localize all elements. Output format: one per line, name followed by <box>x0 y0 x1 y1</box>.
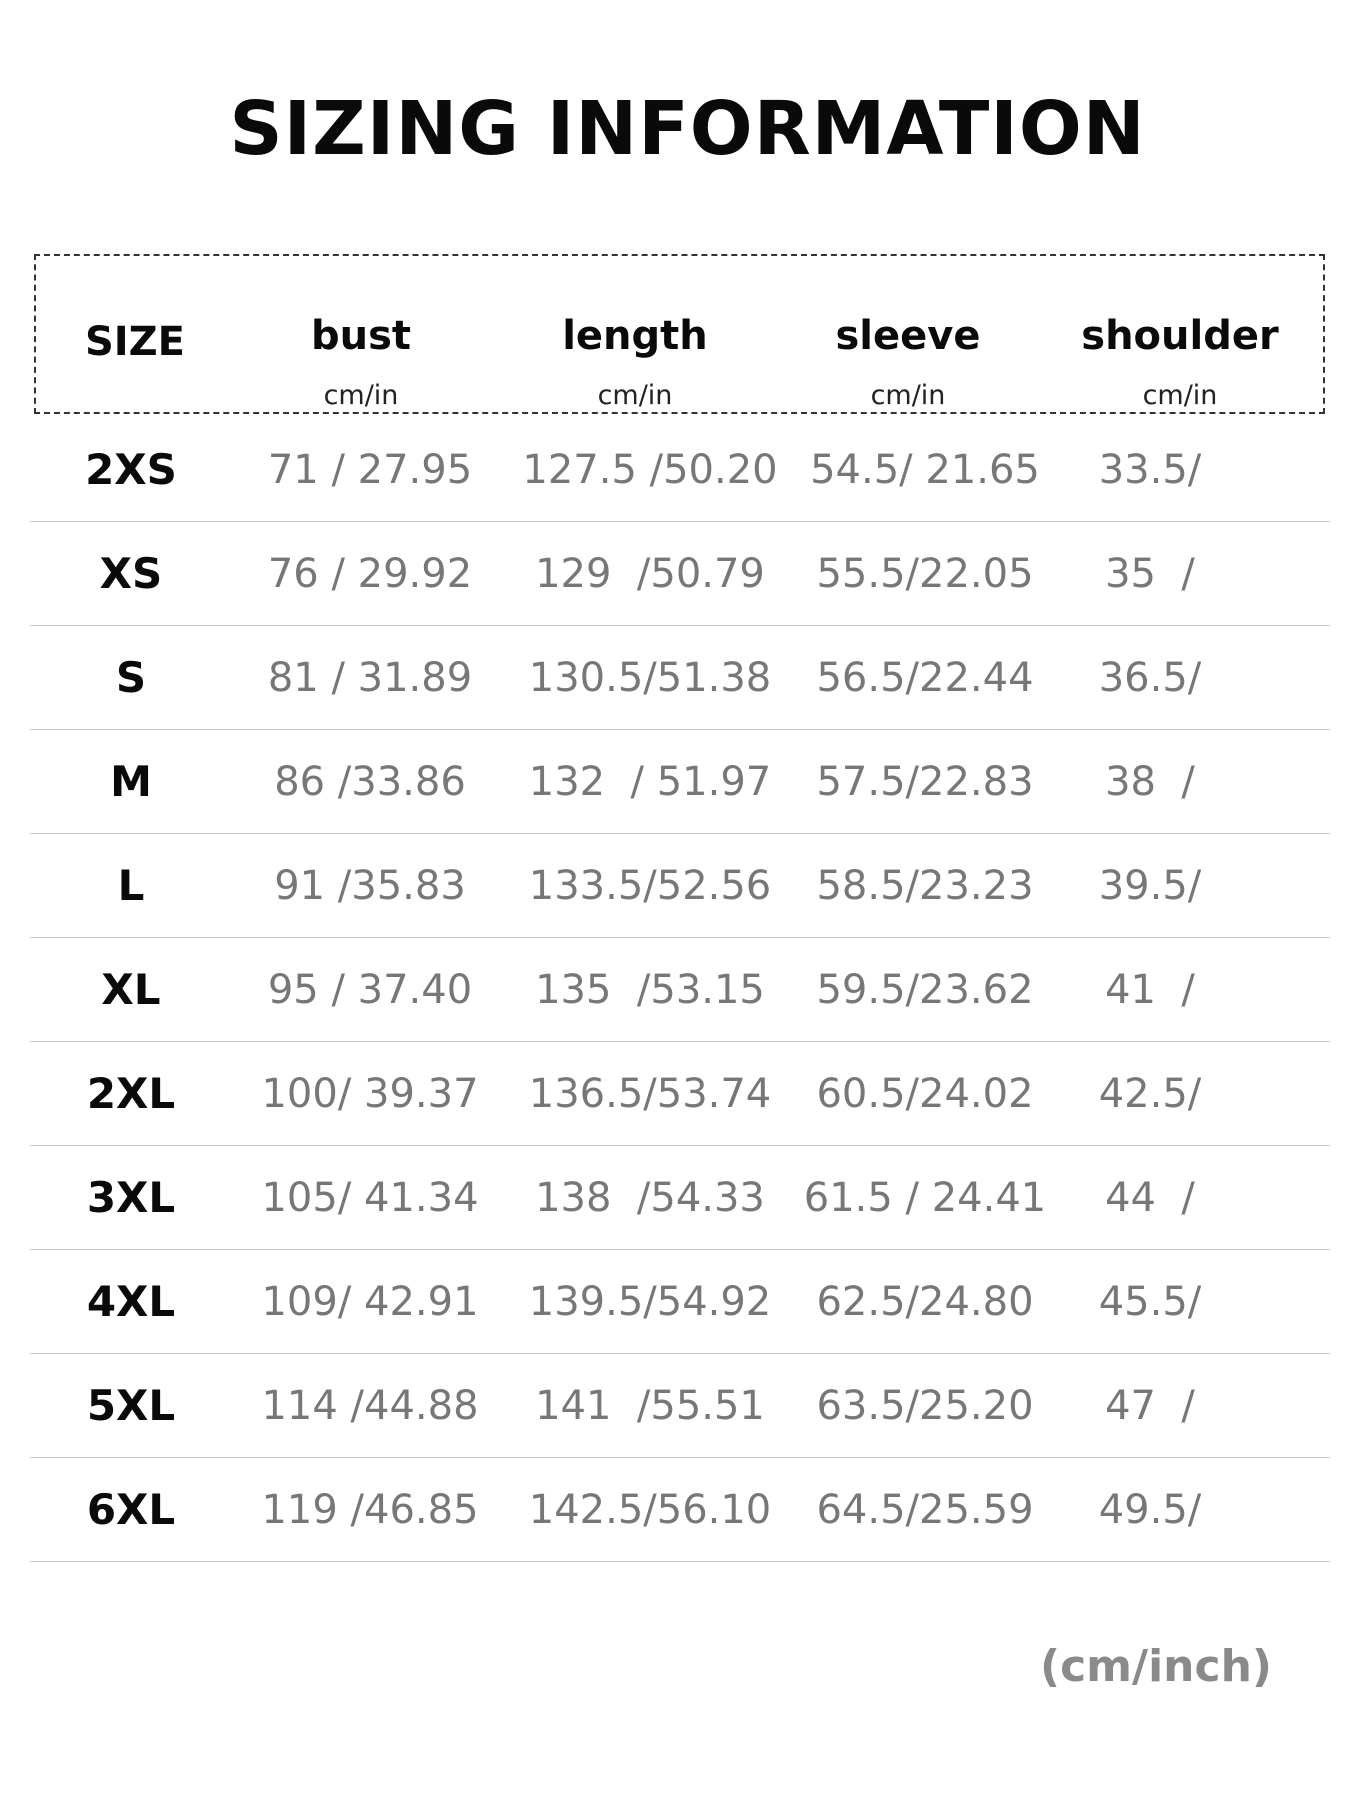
size-column-header: SIZE <box>84 319 186 365</box>
size-cell: 2XL <box>86 1069 176 1118</box>
shoulder-cell: 35 / <box>1105 551 1195 597</box>
shoulder-header-unit: cm/in <box>1142 380 1218 411</box>
sleeve-cell: 54.5/ 21.65 <box>810 447 1040 493</box>
shoulder-cell: 47 / <box>1105 1383 1195 1429</box>
sleeve-cell: 55.5/22.05 <box>816 551 1034 597</box>
bust-cell: 86 /33.86 <box>274 759 466 805</box>
bust-cell: 81 / 31.89 <box>267 655 473 701</box>
size-cell: L <box>117 861 145 910</box>
size-cell: 5XL <box>86 1381 176 1430</box>
table-row <box>30 1042 1330 1146</box>
bust-cell: 76 / 29.92 <box>267 551 473 597</box>
unit-footnote: (cm/inch) <box>1039 1641 1272 1692</box>
length-cell: 133.5/52.56 <box>528 863 772 909</box>
size-table-body <box>30 418 1330 1562</box>
shoulder-cell: 36.5/ <box>1098 655 1202 701</box>
size-cell: 2XS <box>85 445 177 494</box>
length-cell: 132 / 51.97 <box>528 759 772 805</box>
sleeve-cell: 60.5/24.02 <box>816 1071 1034 1117</box>
length-header-label: length <box>562 313 708 359</box>
size-cell: M <box>110 757 152 806</box>
table-row <box>30 522 1330 626</box>
length-cell: 135 /53.15 <box>535 967 765 1013</box>
shoulder-cell: 39.5/ <box>1098 863 1202 909</box>
length-cell: 127.5 /50.20 <box>522 447 778 493</box>
length-column-header <box>495 313 775 411</box>
sleeve-header-label: sleeve <box>835 313 981 359</box>
bust-cell: 71 / 27.95 <box>267 447 473 493</box>
length-header-unit: cm/in <box>597 380 673 411</box>
bust-cell: 119 /46.85 <box>261 1487 479 1533</box>
sleeve-cell: 62.5/24.80 <box>816 1279 1034 1325</box>
size-cell: XS <box>99 549 163 598</box>
bust-cell: 100/ 39.37 <box>261 1071 479 1117</box>
table-row <box>30 730 1330 834</box>
page-title: SIZING INFORMATION <box>229 86 1146 172</box>
bust-cell: 105/ 41.34 <box>261 1175 479 1221</box>
size-cell: 4XL <box>86 1277 176 1326</box>
table-row <box>30 418 1330 522</box>
size-cell: S <box>115 653 147 702</box>
size-cell: 6XL <box>86 1485 176 1534</box>
table-row <box>30 1354 1330 1458</box>
table-row <box>30 1250 1330 1354</box>
bust-cell: 114 /44.88 <box>261 1383 479 1429</box>
shoulder-cell: 49.5/ <box>1098 1487 1202 1533</box>
bust-column-header <box>221 313 501 411</box>
sleeve-cell: 64.5/25.59 <box>816 1487 1034 1533</box>
shoulder-column-header <box>1040 313 1320 411</box>
shoulder-cell: 41 / <box>1105 967 1195 1013</box>
bust-cell: 109/ 42.91 <box>261 1279 479 1325</box>
table-row <box>30 626 1330 730</box>
bust-header-unit: cm/in <box>323 380 399 411</box>
shoulder-cell: 38 / <box>1105 759 1195 805</box>
shoulder-header-label: shoulder <box>1081 313 1279 359</box>
sleeve-column-header <box>768 313 1048 411</box>
length-cell: 141 /55.51 <box>535 1383 765 1429</box>
bust-cell: 95 / 37.40 <box>267 967 473 1013</box>
table-row <box>30 1458 1330 1562</box>
length-cell: 130.5/51.38 <box>528 655 772 701</box>
size-cell: XL <box>101 965 161 1014</box>
sleeve-cell: 58.5/23.23 <box>816 863 1034 909</box>
sleeve-cell: 61.5 / 24.41 <box>803 1175 1047 1221</box>
shoulder-cell: 42.5/ <box>1098 1071 1202 1117</box>
shoulder-cell: 44 / <box>1105 1175 1195 1221</box>
sleeve-cell: 56.5/22.44 <box>816 655 1034 701</box>
length-cell: 138 /54.33 <box>535 1175 765 1221</box>
shoulder-cell: 33.5/ <box>1098 447 1202 493</box>
length-cell: 142.5/56.10 <box>528 1487 772 1533</box>
bust-header-label: bust <box>310 313 412 359</box>
length-cell: 139.5/54.92 <box>528 1279 772 1325</box>
length-cell: 129 /50.79 <box>535 551 765 597</box>
length-cell: 136.5/53.74 <box>528 1071 772 1117</box>
sleeve-header-unit: cm/in <box>870 380 946 411</box>
bust-cell: 91 /35.83 <box>274 863 466 909</box>
table-row <box>30 938 1330 1042</box>
sleeve-cell: 59.5/23.62 <box>816 967 1034 1013</box>
shoulder-cell: 45.5/ <box>1098 1279 1202 1325</box>
table-row <box>30 1146 1330 1250</box>
size-cell: 3XL <box>86 1173 176 1222</box>
sleeve-cell: 57.5/22.83 <box>816 759 1034 805</box>
table-row <box>30 834 1330 938</box>
sleeve-cell: 63.5/25.20 <box>816 1383 1034 1429</box>
